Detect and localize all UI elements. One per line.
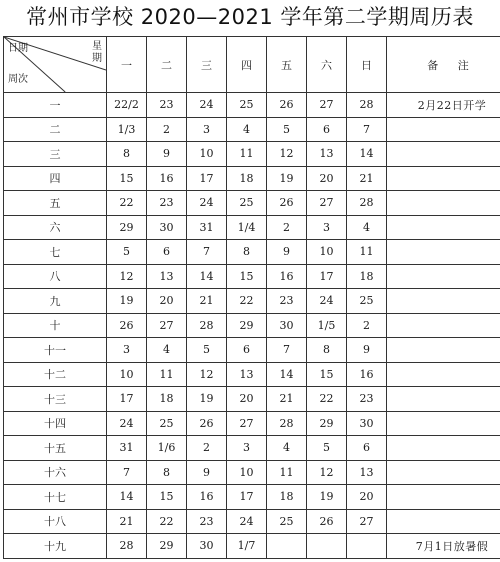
date-cell: 4 xyxy=(347,215,387,240)
header-day: 日 xyxy=(347,37,387,93)
table-row xyxy=(4,338,500,363)
date-cell: 11 xyxy=(347,240,387,265)
date-cell: 26 xyxy=(267,93,307,118)
date-cell: 13 xyxy=(307,142,347,167)
week-number-cell: 十九 xyxy=(4,534,107,559)
date-cell: 18 xyxy=(267,485,307,510)
header-day: 二 xyxy=(147,37,187,93)
date-cell: 18 xyxy=(147,387,187,412)
date-cell: 22 xyxy=(147,509,187,534)
week-number-cell: 一 xyxy=(4,93,107,118)
date-cell: 29 xyxy=(307,411,347,436)
date-cell: 6 xyxy=(147,240,187,265)
table-row xyxy=(4,117,500,142)
week-number-cell: 七 xyxy=(4,240,107,265)
week-number-cell: 十八 xyxy=(4,509,107,534)
date-cell: 8 xyxy=(307,338,347,363)
date-cell: 21 xyxy=(187,289,227,314)
header-row xyxy=(4,37,500,93)
date-cell: 21 xyxy=(347,166,387,191)
date-cell: 28 xyxy=(347,191,387,216)
date-cell: 10 xyxy=(107,362,147,387)
week-number-cell: 十五 xyxy=(4,436,107,461)
date-cell: 9 xyxy=(347,338,387,363)
date-cell: 24 xyxy=(187,93,227,118)
date-cell: 12 xyxy=(267,142,307,167)
remark-cell xyxy=(387,240,500,265)
date-cell: 27 xyxy=(147,313,187,338)
week-number-cell: 十 xyxy=(4,313,107,338)
remark-cell xyxy=(387,460,500,485)
remark-cell xyxy=(387,411,500,436)
date-cell: 25 xyxy=(147,411,187,436)
table-row xyxy=(4,191,500,216)
date-cell: 25 xyxy=(227,191,267,216)
date-cell: 22 xyxy=(227,289,267,314)
week-number-cell: 十二 xyxy=(4,362,107,387)
corner-label-week: 周次 xyxy=(8,74,28,85)
date-cell: 21 xyxy=(267,387,307,412)
date-cell: 1/3 xyxy=(107,117,147,142)
date-cell: 14 xyxy=(267,362,307,387)
date-cell: 13 xyxy=(147,264,187,289)
date-cell: 5 xyxy=(187,338,227,363)
date-cell: 26 xyxy=(307,509,347,534)
date-cell: 24 xyxy=(307,289,347,314)
date-cell: 12 xyxy=(107,264,147,289)
week-number-cell: 十六 xyxy=(4,460,107,485)
date-cell: 10 xyxy=(227,460,267,485)
date-cell: 8 xyxy=(107,142,147,167)
date-cell: 12 xyxy=(307,460,347,485)
date-cell: 23 xyxy=(187,509,227,534)
date-cell: 20 xyxy=(307,166,347,191)
date-cell: 29 xyxy=(147,534,187,559)
table-row xyxy=(4,240,500,265)
remark-cell xyxy=(387,142,500,167)
date-cell: 17 xyxy=(227,485,267,510)
date-cell: 23 xyxy=(267,289,307,314)
date-cell: 25 xyxy=(347,289,387,314)
date-cell: 3 xyxy=(307,215,347,240)
date-cell: 19 xyxy=(187,387,227,412)
date-cell: 19 xyxy=(307,485,347,510)
week-number-cell: 五 xyxy=(4,191,107,216)
table-row xyxy=(4,485,500,510)
remark-cell xyxy=(387,436,500,461)
date-cell: 17 xyxy=(107,387,147,412)
date-cell: 11 xyxy=(147,362,187,387)
date-cell: 12 xyxy=(187,362,227,387)
table-row xyxy=(4,289,500,314)
remark-cell xyxy=(387,166,500,191)
date-cell: 5 xyxy=(307,436,347,461)
date-cell: 25 xyxy=(227,93,267,118)
date-cell: 30 xyxy=(347,411,387,436)
header-day: 一 xyxy=(107,37,147,93)
date-cell: 31 xyxy=(107,436,147,461)
date-cell: 8 xyxy=(227,240,267,265)
remark-cell xyxy=(387,117,500,142)
date-cell: 22 xyxy=(307,387,347,412)
remark-cell: 2月22日开学 xyxy=(387,93,500,118)
table-row xyxy=(4,215,500,240)
week-number-cell: 十七 xyxy=(4,485,107,510)
date-cell: 5 xyxy=(107,240,147,265)
date-cell: 14 xyxy=(187,264,227,289)
date-cell: 16 xyxy=(187,485,227,510)
date-cell: 24 xyxy=(227,509,267,534)
date-cell: 3 xyxy=(187,117,227,142)
table-row xyxy=(4,93,500,118)
table-row xyxy=(4,142,500,167)
date-cell: 23 xyxy=(147,191,187,216)
date-cell: 1/5 xyxy=(307,313,347,338)
date-cell: 21 xyxy=(107,509,147,534)
table-row xyxy=(4,166,500,191)
date-cell: 20 xyxy=(147,289,187,314)
calendar-table xyxy=(3,36,500,559)
date-cell: 31 xyxy=(187,215,227,240)
remark-cell xyxy=(387,485,500,510)
date-cell: 15 xyxy=(227,264,267,289)
date-cell: 9 xyxy=(267,240,307,265)
table-row xyxy=(4,436,500,461)
table-row xyxy=(4,387,500,412)
date-cell: 3 xyxy=(107,338,147,363)
date-cell: 28 xyxy=(347,93,387,118)
date-cell: 23 xyxy=(147,93,187,118)
date-cell: 2 xyxy=(347,313,387,338)
table-row xyxy=(4,313,500,338)
date-cell: 22 xyxy=(107,191,147,216)
table-row xyxy=(4,509,500,534)
header-day: 五 xyxy=(267,37,307,93)
date-cell: 1/4 xyxy=(227,215,267,240)
week-number-cell: 六 xyxy=(4,215,107,240)
date-cell: 30 xyxy=(267,313,307,338)
remark-cell xyxy=(387,289,500,314)
date-cell: 16 xyxy=(347,362,387,387)
date-cell: 25 xyxy=(267,509,307,534)
date-cell: 18 xyxy=(227,166,267,191)
date-cell: 24 xyxy=(107,411,147,436)
date-cell: 27 xyxy=(227,411,267,436)
table-row xyxy=(4,362,500,387)
date-cell: 27 xyxy=(307,191,347,216)
date-cell: 29 xyxy=(227,313,267,338)
week-number-cell: 四 xyxy=(4,166,107,191)
remark-cell xyxy=(387,362,500,387)
week-number-cell: 九 xyxy=(4,289,107,314)
date-cell: 28 xyxy=(107,534,147,559)
date-cell: 8 xyxy=(147,460,187,485)
remark-cell xyxy=(387,509,500,534)
date-cell: 6 xyxy=(227,338,267,363)
table-row xyxy=(4,460,500,485)
date-cell xyxy=(347,534,387,559)
date-cell xyxy=(267,534,307,559)
date-cell: 4 xyxy=(147,338,187,363)
header-remark: 备 注 xyxy=(387,37,500,93)
date-cell: 28 xyxy=(267,411,307,436)
date-cell: 1/7 xyxy=(227,534,267,559)
date-cell: 14 xyxy=(107,485,147,510)
date-cell: 26 xyxy=(107,313,147,338)
date-cell: 11 xyxy=(227,142,267,167)
week-number-cell: 十三 xyxy=(4,387,107,412)
date-cell: 6 xyxy=(347,436,387,461)
date-cell: 26 xyxy=(187,411,227,436)
date-cell: 9 xyxy=(187,460,227,485)
date-cell: 9 xyxy=(147,142,187,167)
date-cell: 17 xyxy=(307,264,347,289)
date-cell: 19 xyxy=(107,289,147,314)
remark-cell xyxy=(387,387,500,412)
date-cell: 3 xyxy=(227,436,267,461)
date-cell: 14 xyxy=(347,142,387,167)
date-cell: 15 xyxy=(147,485,187,510)
table-row xyxy=(4,534,500,559)
date-cell: 30 xyxy=(187,534,227,559)
date-cell: 16 xyxy=(267,264,307,289)
header-day: 三 xyxy=(187,37,227,93)
date-cell: 22/2 xyxy=(107,93,147,118)
remark-cell xyxy=(387,264,500,289)
date-cell: 11 xyxy=(267,460,307,485)
date-cell: 2 xyxy=(187,436,227,461)
date-cell: 15 xyxy=(107,166,147,191)
date-cell: 6 xyxy=(307,117,347,142)
date-cell: 20 xyxy=(347,485,387,510)
date-cell: 27 xyxy=(347,509,387,534)
date-cell: 7 xyxy=(187,240,227,265)
date-cell: 4 xyxy=(227,117,267,142)
header-day: 六 xyxy=(307,37,347,93)
date-cell: 16 xyxy=(147,166,187,191)
header-day: 四 xyxy=(227,37,267,93)
date-cell: 28 xyxy=(187,313,227,338)
date-cell: 19 xyxy=(267,166,307,191)
date-cell: 7 xyxy=(267,338,307,363)
date-cell: 7 xyxy=(347,117,387,142)
table-row xyxy=(4,411,500,436)
date-cell: 13 xyxy=(227,362,267,387)
date-cell xyxy=(307,534,347,559)
remark-cell xyxy=(387,215,500,240)
week-number-cell: 三 xyxy=(4,142,107,167)
date-cell: 4 xyxy=(267,436,307,461)
date-cell: 13 xyxy=(347,460,387,485)
date-cell: 10 xyxy=(187,142,227,167)
header-corner-cell xyxy=(4,37,107,93)
page-title: 常州市学校 2020—2021 学年第二学期周历表 xyxy=(26,5,474,29)
remark-cell xyxy=(387,191,500,216)
date-cell: 15 xyxy=(307,362,347,387)
date-cell: 10 xyxy=(307,240,347,265)
corner-label-date: 日期 xyxy=(8,43,28,54)
date-cell: 2 xyxy=(267,215,307,240)
date-cell: 18 xyxy=(347,264,387,289)
remark-cell xyxy=(387,313,500,338)
date-cell: 26 xyxy=(267,191,307,216)
date-cell: 23 xyxy=(347,387,387,412)
table-row xyxy=(4,264,500,289)
remark-cell: 7月1日放暑假 xyxy=(387,534,500,559)
week-number-cell: 八 xyxy=(4,264,107,289)
date-cell: 30 xyxy=(147,215,187,240)
date-cell: 2 xyxy=(147,117,187,142)
date-cell: 29 xyxy=(107,215,147,240)
date-cell: 7 xyxy=(107,460,147,485)
date-cell: 27 xyxy=(307,93,347,118)
remark-cell xyxy=(387,338,500,363)
week-number-cell: 二 xyxy=(4,117,107,142)
date-cell: 5 xyxy=(267,117,307,142)
week-number-cell: 十四 xyxy=(4,411,107,436)
date-cell: 24 xyxy=(187,191,227,216)
corner-label-weekday: 星期 xyxy=(92,41,102,64)
date-cell: 17 xyxy=(187,166,227,191)
date-cell: 20 xyxy=(227,387,267,412)
date-cell: 1/6 xyxy=(147,436,187,461)
week-number-cell: 十一 xyxy=(4,338,107,363)
